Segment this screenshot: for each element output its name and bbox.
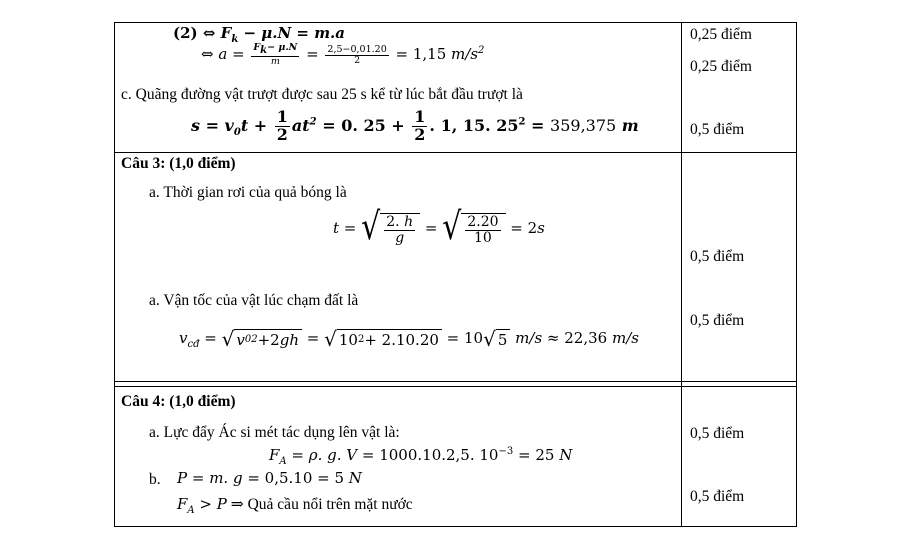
q3-heading: Câu 3: (1,0 điểm) <box>121 155 236 172</box>
equation-impact-velocity: $v_{cđ}$ = √ v 0 2 + 2 gh = √ 10 2 + 2.10.20 = 10 √ 5 m/s ≈ 22,36 m/s <box>179 327 639 351</box>
q4-b-text: Quả cầu nổi trên mặt nước <box>247 496 413 513</box>
equation-acceleration: ⇔ a = $\frac{F_k- \mu.N}{m}$ = $\frac{2,5-0,01.20}{2}$ = 1,15 $m/s^2$ <box>201 42 485 68</box>
points-2: 0,25 điểm <box>690 58 752 75</box>
q3-a2-text: a. Vận tốc của vật lúc chạm đất là <box>149 292 359 309</box>
q2-c-text: c. Quãng đường vật trượt được sau 25 s kể từ lúc bắt đầu trượt là <box>121 86 523 103</box>
equation-newton-2: (2) ⇔ $F_k - \mu.N = m.a$ <box>173 24 346 45</box>
column-divider <box>681 23 682 526</box>
equation-distance: $s = v_0t$ + $\frac{1}{2}$ $at^2 = 0$. 25 + $\frac{1}{2}$ . 1, 15. $25^2 = 359,375$ m <box>191 107 639 144</box>
points-3: 0,5 điểm <box>690 121 745 138</box>
row-divider-q2-q3 <box>115 152 796 153</box>
q3-a1-text: a. Thời gian rơi của quả bóng là <box>149 184 347 201</box>
equation-buoyant-force: $F_A = \rho$. g. V = 1000.10.2,5. $10^{-3} = 25$ N <box>269 446 573 467</box>
equation-fall-time: t = √ $\frac{2. h}{g}$ = √ $\frac{2.20}{10}$ = 2s <box>333 205 545 249</box>
q4-b-label: b. <box>149 471 161 488</box>
points-7: 0,5 điểm <box>690 488 745 505</box>
points-1: 0,25 điểm <box>690 26 752 43</box>
points-5: 0,5 điểm <box>690 312 745 329</box>
equation-weight: P = m. g = 0,5.10 = 5 N <box>177 469 362 487</box>
q4-a-text: a. Lực đẩy Ác si mét tác dụng lên vật là: <box>149 424 400 441</box>
points-6: 0,5 điểm <box>690 425 745 442</box>
grading-table <box>114 22 797 527</box>
q4-heading: Câu 4: (1,0 điểm) <box>121 393 236 410</box>
q4-b-line2: $F_A > P$ ⇒ Quả cầu nổi trên mặt nước <box>177 495 413 516</box>
points-4: 0,5 điểm <box>690 248 745 265</box>
row-divider-q3-q4 <box>115 386 796 387</box>
row-divider-spacer <box>115 381 796 382</box>
